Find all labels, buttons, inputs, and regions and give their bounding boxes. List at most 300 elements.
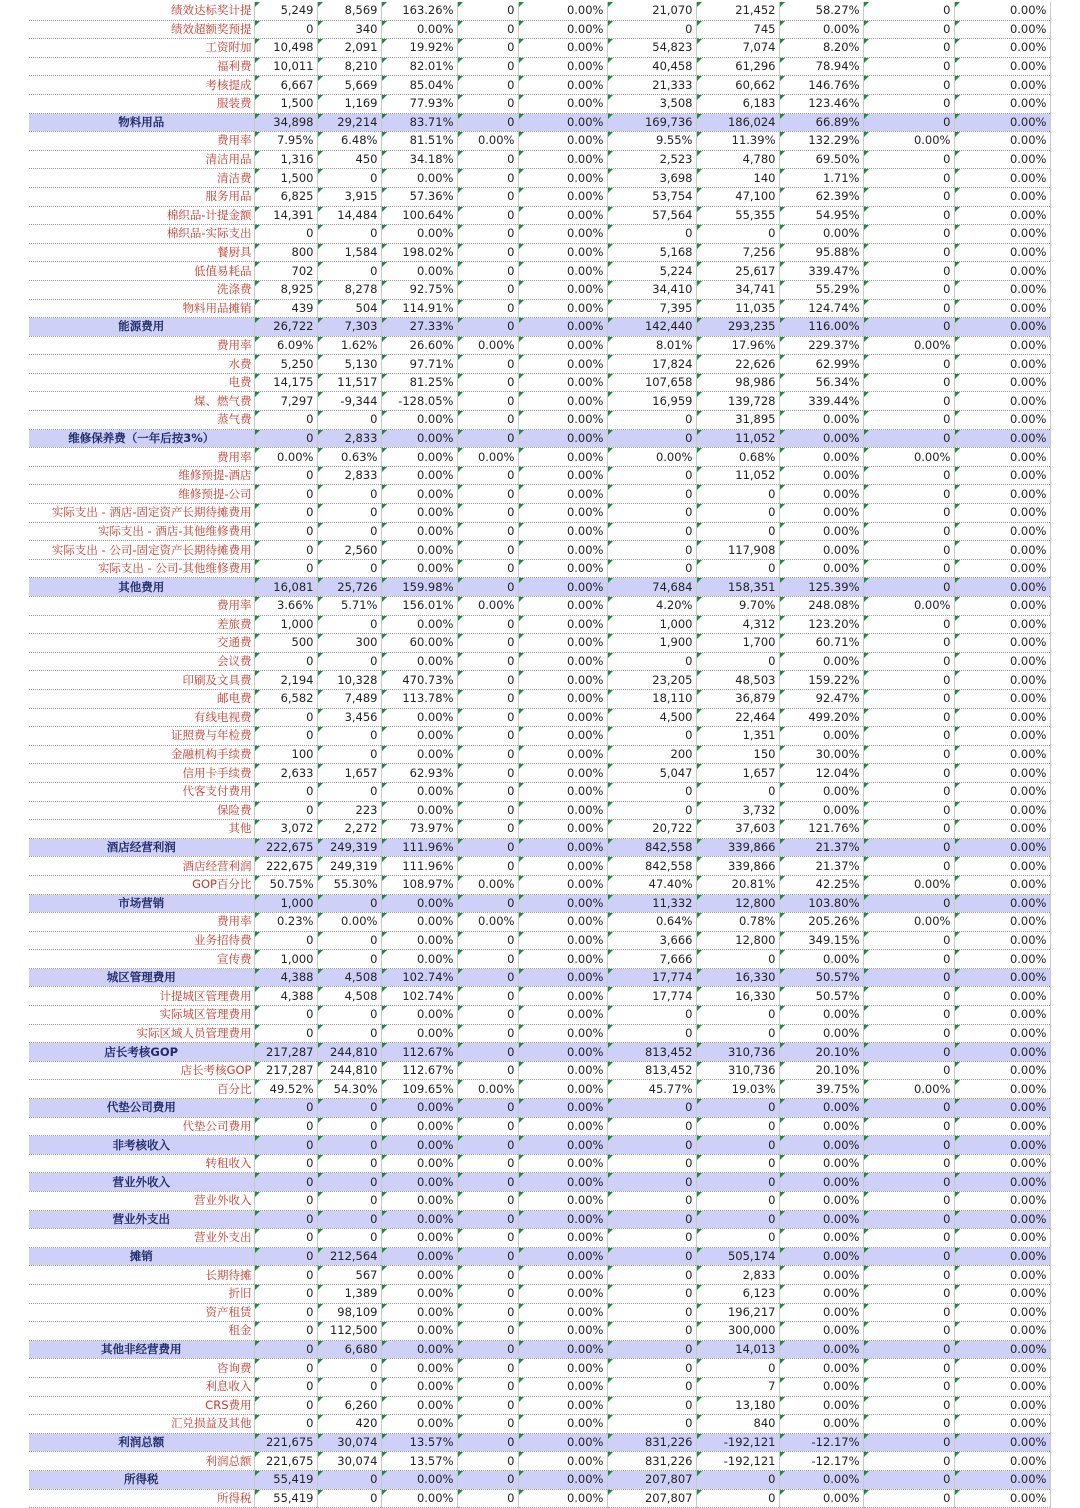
cell-col-3[interactable]: 0.00% (381, 504, 457, 523)
cell-col-9[interactable]: 0 (863, 225, 954, 244)
cell-col-10[interactable]: 0.00% (954, 522, 1050, 541)
row-label[interactable]: 营业外收入 (29, 1173, 254, 1192)
cell-col-2[interactable]: 10,328 (317, 671, 381, 690)
cell-col-4[interactable]: 0 (457, 485, 518, 504)
cell-col-7[interactable]: 0 (696, 522, 779, 541)
cell-col-6[interactable]: 0 (607, 1006, 696, 1025)
cell-col-6[interactable]: 0 (607, 727, 696, 746)
cell-col-10[interactable]: 0.00% (954, 1489, 1050, 1508)
cell-col-2[interactable]: 7,489 (317, 689, 381, 708)
cell-col-4[interactable]: 0 (457, 355, 518, 374)
cell-col-1[interactable]: 2,633 (254, 764, 317, 783)
cell-col-10[interactable]: 0.00% (954, 1024, 1050, 1043)
cell-col-10[interactable]: 0.00% (954, 838, 1050, 857)
cell-col-4[interactable]: 0 (457, 57, 518, 76)
cell-col-6[interactable]: 17,774 (607, 987, 696, 1006)
cell-col-1[interactable]: 2,194 (254, 671, 317, 690)
cell-col-1[interactable]: 0 (254, 1024, 317, 1043)
cell-col-5[interactable]: 0.00% (518, 1452, 607, 1471)
cell-col-4[interactable]: 0 (457, 113, 518, 132)
cell-col-10[interactable]: 0.00% (954, 318, 1050, 337)
row-label[interactable]: 租金 (29, 1322, 254, 1341)
cell-col-6[interactable]: 0 (607, 1099, 696, 1118)
cell-col-3[interactable]: 112.67% (381, 1061, 457, 1080)
cell-col-9[interactable]: 0.00% (863, 875, 954, 894)
cell-col-6[interactable]: 0 (607, 1303, 696, 1322)
row-label[interactable]: 非考核收入 (29, 1136, 254, 1155)
cell-col-10[interactable]: 0.00% (954, 1099, 1050, 1118)
cell-col-1[interactable]: 7,297 (254, 392, 317, 411)
cell-col-1[interactable]: 0 (254, 1117, 317, 1136)
cell-col-6[interactable]: 1,900 (607, 634, 696, 653)
cell-col-2[interactable]: 0 (317, 1173, 381, 1192)
cell-col-2[interactable]: 6,680 (317, 1340, 381, 1359)
cell-col-6[interactable]: 0 (607, 1117, 696, 1136)
cell-col-1[interactable]: 6.09% (254, 336, 317, 355)
cell-col-8[interactable]: 103.80% (779, 894, 863, 913)
cell-col-1[interactable]: 0 (254, 1340, 317, 1359)
cell-col-3[interactable]: 0.00% (381, 1247, 457, 1266)
cell-col-7[interactable]: 505,174 (696, 1247, 779, 1266)
cell-col-7[interactable]: 9.70% (696, 597, 779, 616)
cell-col-2[interactable]: 0 (317, 1377, 381, 1396)
row-label[interactable]: 业务招待费 (29, 931, 254, 950)
cell-col-2[interactable]: 0 (317, 1470, 381, 1489)
cell-col-1[interactable]: 0 (254, 801, 317, 820)
cell-col-2[interactable]: 0 (317, 262, 381, 281)
cell-col-5[interactable]: 0.00% (518, 857, 607, 876)
cell-col-6[interactable]: 0 (607, 485, 696, 504)
cell-col-10[interactable]: 0.00% (954, 615, 1050, 634)
cell-col-10[interactable]: 0.00% (954, 1396, 1050, 1415)
cell-col-6[interactable]: 0 (607, 504, 696, 523)
cell-col-3[interactable]: 0.00% (381, 931, 457, 950)
cell-col-9[interactable]: 0 (863, 187, 954, 206)
row-label[interactable]: 长期待摊 (29, 1266, 254, 1285)
cell-col-5[interactable]: 0.00% (518, 1136, 607, 1155)
cell-col-6[interactable]: 4,500 (607, 708, 696, 727)
cell-col-5[interactable]: 0.00% (518, 1043, 607, 1062)
cell-col-9[interactable]: 0 (863, 57, 954, 76)
cell-col-9[interactable]: 0 (863, 1024, 954, 1043)
cell-col-3[interactable]: 0.00% (381, 745, 457, 764)
cell-col-7[interactable]: 17.96% (696, 336, 779, 355)
row-label[interactable]: 店长考核GOP (29, 1043, 254, 1062)
cell-col-4[interactable]: 0 (457, 1470, 518, 1489)
cell-col-2[interactable]: 0 (317, 1154, 381, 1173)
cell-col-9[interactable]: 0 (863, 355, 954, 374)
cell-col-1[interactable]: 0 (254, 1303, 317, 1322)
cell-col-5[interactable]: 0.00% (518, 578, 607, 597)
row-label[interactable]: 利息收入 (29, 1377, 254, 1396)
row-label[interactable]: 考核提成 (29, 76, 254, 95)
cell-col-3[interactable]: 0.00% (381, 894, 457, 913)
cell-col-1[interactable]: 0 (254, 1192, 317, 1211)
cell-col-10[interactable]: 0.00% (954, 764, 1050, 783)
cell-col-3[interactable]: 0.00% (381, 652, 457, 671)
cell-col-3[interactable]: 159.98% (381, 578, 457, 597)
cell-col-2[interactable]: 11,517 (317, 373, 381, 392)
cell-col-2[interactable]: 0 (317, 782, 381, 801)
cell-col-3[interactable]: 0.00% (381, 913, 457, 932)
cell-col-5[interactable]: 0.00% (518, 708, 607, 727)
cell-col-6[interactable]: 5,168 (607, 243, 696, 262)
cell-col-8[interactable]: 0.00% (779, 429, 863, 448)
cell-col-10[interactable]: 0.00% (954, 1359, 1050, 1378)
cell-col-8[interactable]: 121.76% (779, 820, 863, 839)
cell-col-8[interactable]: 0.00% (779, 448, 863, 467)
cell-col-6[interactable]: 0 (607, 1192, 696, 1211)
cell-col-1[interactable]: 1,000 (254, 894, 317, 913)
row-label[interactable]: 汇兑损益及其他 (29, 1415, 254, 1434)
cell-col-1[interactable]: 0 (254, 727, 317, 746)
cell-col-5[interactable]: 0.00% (518, 541, 607, 560)
cell-col-8[interactable]: 116.00% (779, 318, 863, 337)
cell-col-6[interactable]: 7,666 (607, 950, 696, 969)
row-label[interactable]: 煤、燃气费 (29, 392, 254, 411)
cell-col-2[interactable]: 2,833 (317, 466, 381, 485)
cell-col-3[interactable]: 102.74% (381, 968, 457, 987)
cell-col-5[interactable]: 0.00% (518, 1229, 607, 1248)
cell-col-1[interactable]: 1,500 (254, 94, 317, 113)
cell-col-8[interactable]: 0.00% (779, 485, 863, 504)
cell-col-9[interactable]: 0 (863, 94, 954, 113)
cell-col-6[interactable]: 0 (607, 20, 696, 39)
cell-col-5[interactable]: 0.00% (518, 243, 607, 262)
cell-col-9[interactable]: 0 (863, 169, 954, 188)
cell-col-5[interactable]: 0.00% (518, 1024, 607, 1043)
cell-col-9[interactable]: 0 (863, 1043, 954, 1062)
cell-col-8[interactable]: 78.94% (779, 57, 863, 76)
cell-col-5[interactable]: 0.00% (518, 764, 607, 783)
cell-col-5[interactable]: 0.00% (518, 373, 607, 392)
cell-col-3[interactable]: 0.00% (381, 1192, 457, 1211)
cell-col-8[interactable]: 30.00% (779, 745, 863, 764)
row-label[interactable]: 市场营销 (29, 894, 254, 913)
cell-col-1[interactable]: 4,388 (254, 968, 317, 987)
cell-col-7[interactable]: 339,866 (696, 857, 779, 876)
cell-col-7[interactable]: 60,662 (696, 76, 779, 95)
cell-col-9[interactable]: 0 (863, 727, 954, 746)
row-label[interactable]: 洗涤费 (29, 280, 254, 299)
cell-col-1[interactable]: 0 (254, 411, 317, 430)
cell-col-3[interactable]: 0.00% (381, 708, 457, 727)
cell-col-8[interactable]: 229.37% (779, 336, 863, 355)
cell-col-3[interactable]: -128.05% (381, 392, 457, 411)
cell-col-7[interactable]: 339,866 (696, 838, 779, 857)
cell-col-1[interactable]: 0 (254, 1173, 317, 1192)
cell-col-8[interactable]: 0.00% (779, 1359, 863, 1378)
cell-col-7[interactable]: 34,741 (696, 280, 779, 299)
cell-col-6[interactable]: 0 (607, 522, 696, 541)
cell-col-7[interactable]: 0 (696, 1006, 779, 1025)
row-label[interactable]: 棉织品-实际支出 (29, 225, 254, 244)
cell-col-4[interactable]: 0 (457, 987, 518, 1006)
cell-col-5[interactable]: 0.00% (518, 169, 607, 188)
cell-col-1[interactable]: 0 (254, 1284, 317, 1303)
cell-col-6[interactable]: 0 (607, 1266, 696, 1285)
cell-col-6[interactable]: 0 (607, 782, 696, 801)
cell-col-7[interactable]: 12,800 (696, 931, 779, 950)
cell-col-8[interactable]: 0.00% (779, 1229, 863, 1248)
cell-col-10[interactable]: 0.00% (954, 1006, 1050, 1025)
cell-col-2[interactable]: 1,584 (317, 243, 381, 262)
cell-col-6[interactable]: 0 (607, 541, 696, 560)
cell-col-2[interactable]: 0 (317, 1489, 381, 1508)
cell-col-2[interactable]: 98,109 (317, 1303, 381, 1322)
cell-col-5[interactable]: 0.00% (518, 1340, 607, 1359)
cell-col-4[interactable]: 0 (457, 1322, 518, 1341)
row-label[interactable]: CRS费用 (29, 1396, 254, 1415)
cell-col-9[interactable]: 0 (863, 429, 954, 448)
cell-col-7[interactable]: 745 (696, 20, 779, 39)
cell-col-6[interactable]: 7,395 (607, 299, 696, 318)
cell-col-4[interactable]: 0 (457, 504, 518, 523)
cell-col-10[interactable]: 0.00% (954, 1117, 1050, 1136)
cell-col-7[interactable]: 310,736 (696, 1061, 779, 1080)
cell-col-10[interactable]: 0.00% (954, 392, 1050, 411)
cell-col-5[interactable]: 0.00% (518, 727, 607, 746)
cell-col-8[interactable]: 69.50% (779, 150, 863, 169)
cell-col-8[interactable]: 0.00% (779, 1396, 863, 1415)
cell-col-1[interactable]: 0 (254, 1210, 317, 1229)
cell-col-5[interactable]: 0.00% (518, 2, 607, 20)
cell-col-3[interactable]: 26.60% (381, 336, 457, 355)
cell-col-1[interactable]: 800 (254, 243, 317, 262)
cell-col-9[interactable]: 0 (863, 559, 954, 578)
cell-col-2[interactable]: 112,500 (317, 1322, 381, 1341)
cell-col-5[interactable]: 0.00% (518, 187, 607, 206)
row-label[interactable]: 酒店经营利润 (29, 857, 254, 876)
cell-col-8[interactable]: 0.00% (779, 20, 863, 39)
cell-col-3[interactable]: 113.78% (381, 689, 457, 708)
cell-col-3[interactable]: 108.97% (381, 875, 457, 894)
cell-col-4[interactable]: 0 (457, 578, 518, 597)
cell-col-4[interactable]: 0 (457, 299, 518, 318)
cell-col-8[interactable]: 0.00% (779, 559, 863, 578)
cell-col-9[interactable]: 0 (863, 1229, 954, 1248)
cell-col-5[interactable]: 0.00% (518, 262, 607, 281)
cell-col-6[interactable]: 47.40% (607, 875, 696, 894)
cell-col-10[interactable]: 0.00% (954, 1452, 1050, 1471)
cell-col-4[interactable]: 0 (457, 708, 518, 727)
cell-col-6[interactable]: 831,226 (607, 1452, 696, 1471)
cell-col-3[interactable]: 0.00% (381, 1024, 457, 1043)
row-label[interactable]: 棉织品-计提金额 (29, 206, 254, 225)
cell-col-4[interactable]: 0 (457, 1284, 518, 1303)
cell-col-8[interactable]: 60.71% (779, 634, 863, 653)
row-label[interactable]: 绩效达标奖计提 (29, 2, 254, 20)
cell-col-10[interactable]: 0.00% (954, 987, 1050, 1006)
cell-col-4[interactable]: 0 (457, 318, 518, 337)
cell-col-3[interactable]: 114.91% (381, 299, 457, 318)
cell-col-4[interactable]: 0 (457, 1154, 518, 1173)
cell-col-1[interactable]: 0 (254, 485, 317, 504)
cell-col-8[interactable]: 0.00% (779, 652, 863, 671)
cell-col-10[interactable]: 0.00% (954, 727, 1050, 746)
cell-col-5[interactable]: 0.00% (518, 1359, 607, 1378)
cell-col-3[interactable]: 100.64% (381, 206, 457, 225)
cell-col-8[interactable]: 0.00% (779, 1303, 863, 1322)
cell-col-5[interactable]: 0.00% (518, 1117, 607, 1136)
cell-col-7[interactable]: 20.81% (696, 875, 779, 894)
cell-col-4[interactable]: 0 (457, 931, 518, 950)
cell-col-9[interactable]: 0 (863, 931, 954, 950)
cell-col-3[interactable]: 60.00% (381, 634, 457, 653)
cell-col-6[interactable]: 0 (607, 411, 696, 430)
cell-col-10[interactable]: 0.00% (954, 913, 1050, 932)
cell-col-7[interactable]: 0 (696, 504, 779, 523)
cell-col-3[interactable]: 0.00% (381, 522, 457, 541)
cell-col-4[interactable]: 0 (457, 615, 518, 634)
cell-col-10[interactable]: 0.00% (954, 634, 1050, 653)
cell-col-8[interactable]: 339.44% (779, 392, 863, 411)
cell-col-9[interactable]: 0.00% (863, 448, 954, 467)
cell-col-5[interactable]: 0.00% (518, 838, 607, 857)
cell-col-5[interactable]: 0.00% (518, 987, 607, 1006)
cell-col-6[interactable]: 2,523 (607, 150, 696, 169)
cell-col-2[interactable]: 0 (317, 1117, 381, 1136)
cell-col-7[interactable]: 22,464 (696, 708, 779, 727)
row-label[interactable]: 营业外收入 (29, 1192, 254, 1211)
cell-col-8[interactable]: 56.34% (779, 373, 863, 392)
cell-col-7[interactable]: 2,833 (696, 1266, 779, 1285)
cell-col-1[interactable]: 5,249 (254, 2, 317, 20)
cell-col-6[interactable]: 0 (607, 652, 696, 671)
cell-col-2[interactable]: 567 (317, 1266, 381, 1285)
cell-col-2[interactable]: 0 (317, 1359, 381, 1378)
cell-col-9[interactable]: 0 (863, 522, 954, 541)
cell-col-5[interactable]: 0.00% (518, 1470, 607, 1489)
cell-col-7[interactable]: 0 (696, 1173, 779, 1192)
cell-col-4[interactable]: 0 (457, 801, 518, 820)
cell-col-1[interactable]: 10,011 (254, 57, 317, 76)
cell-col-4[interactable]: 0 (457, 1173, 518, 1192)
cell-col-1[interactable]: 6,582 (254, 689, 317, 708)
cell-col-9[interactable]: 0 (863, 1303, 954, 1322)
cell-col-4[interactable]: 0 (457, 20, 518, 39)
cell-col-7[interactable]: 0 (696, 1489, 779, 1508)
cell-col-5[interactable]: 0.00% (518, 113, 607, 132)
row-label[interactable]: 物料用品 (29, 113, 254, 132)
cell-col-9[interactable]: 0 (863, 1377, 954, 1396)
cell-col-1[interactable]: 1,000 (254, 615, 317, 634)
cell-col-1[interactable]: 0 (254, 522, 317, 541)
cell-col-3[interactable]: 0.00% (381, 466, 457, 485)
cell-col-1[interactable]: 0 (254, 1415, 317, 1434)
cell-col-1[interactable]: 0 (254, 652, 317, 671)
row-label[interactable]: 维修预提-公司 (29, 485, 254, 504)
row-label[interactable]: 实际支出 - 酒店-固定资产长期待摊费用 (29, 504, 254, 523)
row-label[interactable]: 宣传费 (29, 950, 254, 969)
cell-col-1[interactable]: 0 (254, 1006, 317, 1025)
cell-col-6[interactable]: 813,452 (607, 1043, 696, 1062)
row-label[interactable]: 保险费 (29, 801, 254, 820)
cell-col-5[interactable]: 0.00% (518, 39, 607, 58)
cell-col-9[interactable]: 0 (863, 578, 954, 597)
cell-col-7[interactable]: 4,312 (696, 615, 779, 634)
cell-col-1[interactable]: 0.23% (254, 913, 317, 932)
cell-col-2[interactable]: 29,214 (317, 113, 381, 132)
cell-col-8[interactable]: 0.00% (779, 1154, 863, 1173)
cell-col-6[interactable]: 9.55% (607, 132, 696, 151)
cell-col-10[interactable]: 0.00% (954, 1415, 1050, 1434)
cell-col-4[interactable]: 0 (457, 1136, 518, 1155)
cell-col-4[interactable]: 0 (457, 671, 518, 690)
row-label[interactable]: 所得税 (29, 1470, 254, 1489)
cell-col-10[interactable]: 0.00% (954, 225, 1050, 244)
cell-col-4[interactable]: 0 (457, 150, 518, 169)
cell-col-10[interactable]: 0.00% (954, 504, 1050, 523)
cell-col-2[interactable]: 5,669 (317, 76, 381, 95)
cell-col-6[interactable]: 0 (607, 1284, 696, 1303)
cell-col-8[interactable]: 0.00% (779, 1136, 863, 1155)
cell-col-5[interactable]: 0.00% (518, 485, 607, 504)
cell-col-3[interactable]: 0.00% (381, 262, 457, 281)
cell-col-3[interactable]: 0.00% (381, 1006, 457, 1025)
cell-col-8[interactable]: 55.29% (779, 280, 863, 299)
cell-col-4[interactable]: 0 (457, 522, 518, 541)
cell-col-8[interactable]: 205.26% (779, 913, 863, 932)
cell-col-8[interactable]: 39.75% (779, 1080, 863, 1099)
cell-col-7[interactable]: 150 (696, 745, 779, 764)
cell-col-4[interactable]: 0 (457, 1247, 518, 1266)
cell-col-3[interactable]: 81.25% (381, 373, 457, 392)
cell-col-7[interactable]: 11,035 (696, 299, 779, 318)
row-label[interactable]: 实际城区管理费用 (29, 1006, 254, 1025)
cell-col-5[interactable]: 0.00% (518, 336, 607, 355)
cell-col-4[interactable]: 0 (457, 76, 518, 95)
cell-col-8[interactable]: 125.39% (779, 578, 863, 597)
cell-col-3[interactable]: 0.00% (381, 727, 457, 746)
cell-col-8[interactable]: -12.17% (779, 1433, 863, 1452)
row-label[interactable]: 服装费 (29, 94, 254, 113)
cell-col-7[interactable]: 98,986 (696, 373, 779, 392)
cell-col-3[interactable]: 13.57% (381, 1433, 457, 1452)
cell-col-2[interactable]: 450 (317, 150, 381, 169)
cell-col-2[interactable]: 30,074 (317, 1433, 381, 1452)
cell-col-7[interactable]: 6,123 (696, 1284, 779, 1303)
cell-col-8[interactable]: 21.37% (779, 857, 863, 876)
cell-col-10[interactable]: 0.00% (954, 187, 1050, 206)
cell-col-10[interactable]: 0.00% (954, 1303, 1050, 1322)
cell-col-9[interactable]: 0 (863, 1470, 954, 1489)
cell-col-8[interactable]: 92.47% (779, 689, 863, 708)
cell-col-4[interactable]: 0 (457, 187, 518, 206)
cell-col-10[interactable]: 0.00% (954, 336, 1050, 355)
cell-col-7[interactable]: 196,217 (696, 1303, 779, 1322)
cell-col-9[interactable]: 0 (863, 1322, 954, 1341)
cell-col-7[interactable]: 0 (696, 1210, 779, 1229)
cell-col-6[interactable]: 54,823 (607, 39, 696, 58)
cell-col-7[interactable]: 37,603 (696, 820, 779, 839)
cell-col-6[interactable]: 3,508 (607, 94, 696, 113)
cell-col-6[interactable]: 0 (607, 1396, 696, 1415)
cell-col-9[interactable]: 0 (863, 392, 954, 411)
row-label[interactable]: 绩效超额奖预提 (29, 20, 254, 39)
cell-col-9[interactable]: 0 (863, 634, 954, 653)
cell-col-6[interactable]: 842,558 (607, 857, 696, 876)
cell-col-10[interactable]: 0.00% (954, 39, 1050, 58)
cell-col-3[interactable]: 0.00% (381, 1136, 457, 1155)
cell-col-6[interactable]: 0 (607, 1210, 696, 1229)
cell-col-1[interactable]: 221,675 (254, 1452, 317, 1471)
cell-col-10[interactable]: 0.00% (954, 1284, 1050, 1303)
cell-col-8[interactable]: 62.99% (779, 355, 863, 374)
cell-col-4[interactable]: 0 (457, 1099, 518, 1118)
cell-col-4[interactable]: 0 (457, 1024, 518, 1043)
cell-col-4[interactable]: 0 (457, 1192, 518, 1211)
